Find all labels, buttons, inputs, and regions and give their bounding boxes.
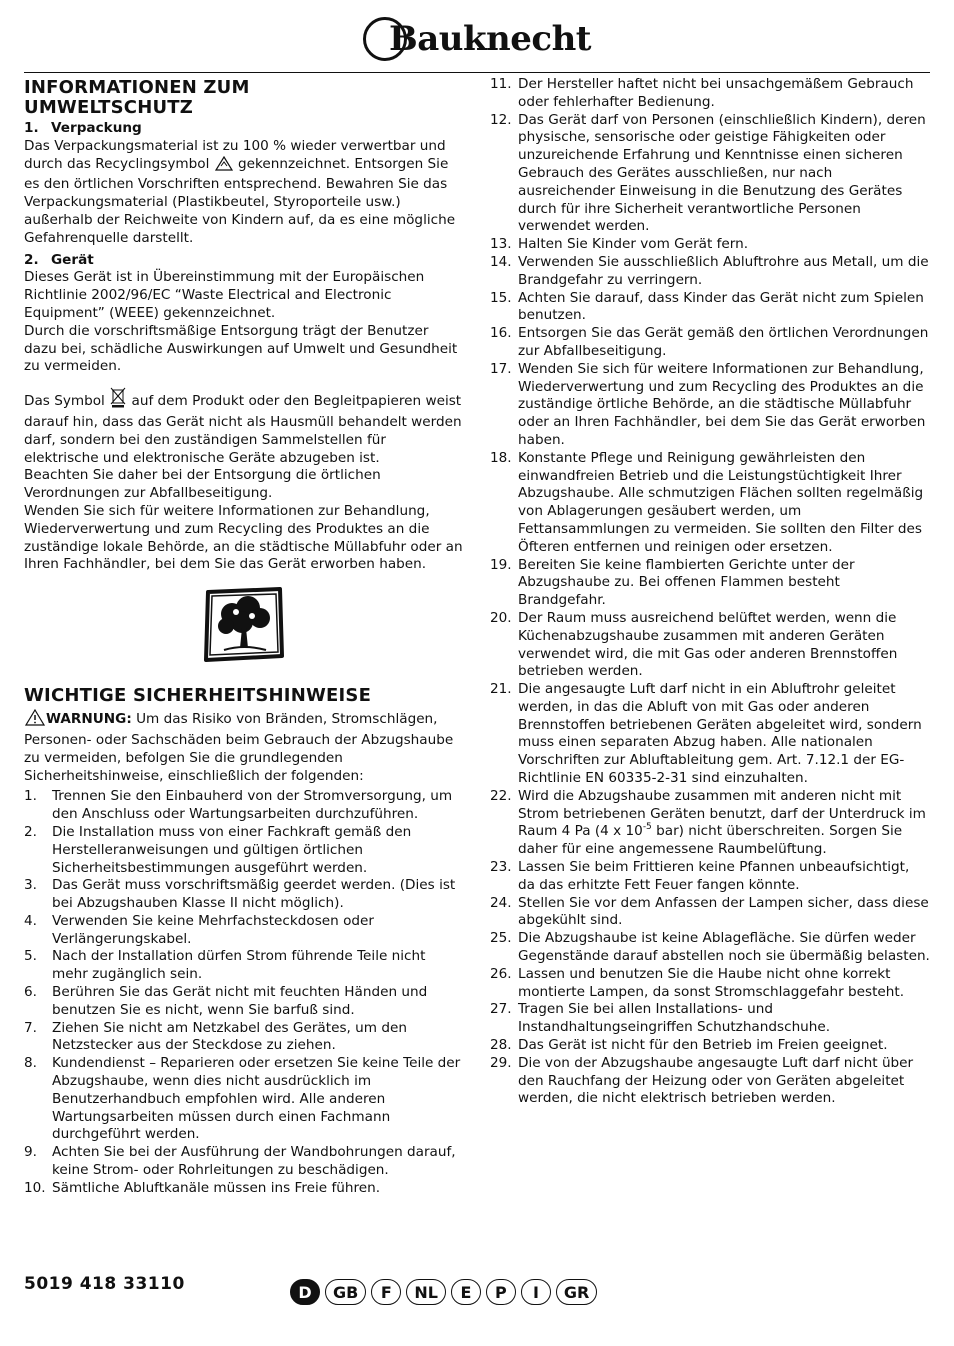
heading-environment-line2: UMWELTSCHUTZ	[24, 97, 194, 118]
list-item	[24, 1055, 464, 1144]
item-text: Das Gerät darf von Personen (einschließlich Kindern), deren physische, sensorische oder geistige Fähigkeiten oder unzureichende Erfahrung und Kenntnisse einen sicheren Gebrauch des Gerätes ausschließen, nur nach ausreichender Einweisung in die Benutzung des Gerätes durch für ihre Sicherheit verantwortliche Personen verwendet werden.	[518, 111, 926, 235]
language-selector	[290, 1279, 597, 1305]
item-number: 23.	[490, 859, 512, 876]
list-item	[490, 1037, 930, 1055]
list-item	[24, 1144, 464, 1180]
heading-environment	[24, 78, 464, 118]
item-text: Achten Sie bei der Ausführung der Wandbohrungen darauf, keine Strom- oder Rohrleitungen zu beschädigen.	[52, 1144, 456, 1179]
list-item	[24, 824, 464, 877]
lang-badge-e[interactable]: E	[451, 1279, 481, 1305]
device-paragraph-4: Beachten Sie daher bei der Entsorgung die örtlichen Verordnungen zur Abfallbeseitigung.	[24, 467, 381, 502]
item-text: Das Gerät muss vorschriftsmäßig geerdet werden. (Dies ist bei Abzugshauben Klasse II nicht möglich).	[52, 877, 456, 912]
right-column	[490, 76, 930, 1108]
device-paragraph-3-a: Das Symbol	[24, 393, 105, 410]
item-text: Lassen und benutzen Sie die Haube nicht ohne korrekt montierte Lampen, da sonst Stromschlaggefahr besteht.	[518, 965, 905, 1000]
lang-badge-f[interactable]: F	[371, 1279, 401, 1305]
list-item	[24, 1020, 464, 1056]
item-text: Nach der Installation dürfen Strom führende Teile nicht mehr zugänglich sein.	[52, 948, 426, 983]
left-column	[24, 76, 464, 1198]
section-title: Verpackung	[51, 120, 142, 136]
item-number: 17.	[490, 360, 512, 377]
lang-badge-gb[interactable]: GB	[325, 1279, 366, 1305]
list-item	[24, 877, 464, 913]
item-number: 13.	[490, 236, 512, 253]
list-item	[24, 984, 464, 1020]
item-number: 20.	[490, 609, 512, 626]
item-number: 19.	[490, 556, 512, 573]
item-text: Kundendienst – Reparieren oder ersetzen Sie keine Teile der Abzugshaube, wenn dies nicht ausdrücklich im Benutzerhandbuch empfohlen wird. Alle anderen Wartungsarbeiten müssen durch einen Fachmann durchgeführt werden.	[52, 1055, 461, 1143]
heading-safety: WICHTIGE SICHERHEITSHINWEISE	[24, 685, 372, 707]
item-text: Das Gerät ist nicht für den Betrieb im Freien geeignet.	[518, 1037, 888, 1054]
section-title: Gerät	[51, 251, 94, 268]
item-number: 11.	[490, 76, 512, 92]
device-paragraph-3	[24, 386, 464, 467]
item-text: Konstante Pflege und Reinigung gewährleisten den einwandfreien Betrieb und die Leistungstüchtigkeit Ihrer Abzugshaube. Alle schmutzigen Flächen sollten regelmäßig von Ablagerungen gesäubert werden, um Fettansammlungen zu vermeiden. Sie sollten den Filter des Öfteren entfernen und reinigen oder ersetzen.	[518, 449, 924, 555]
list-item	[24, 913, 464, 949]
safety-list-left	[24, 788, 464, 1197]
item-text: Tragen Sie bei allen Installations- und Instandhaltungseingriffen Schutzhandschuhe.	[518, 1001, 831, 1036]
item-text: Halten Sie Kinder vom Gerät fern.	[518, 236, 749, 253]
list-item	[490, 450, 930, 557]
lang-badge-d[interactable]: D	[290, 1279, 320, 1305]
item-number: 18.	[490, 449, 512, 466]
item-text: Die Abzugshaube ist keine Ablagefläche. Sie dürfen weder Gegenstände darauf abstellen noch sie übermäßig belasten.	[518, 930, 930, 965]
item-text-a: Wird die Abzugshaube zusammen mit anderen nicht mit Strom betriebenen Geräten benutzt, darf der Unterdruck im Raum 4 Pa (4 x 10	[518, 787, 926, 840]
list-item	[24, 948, 464, 984]
list-item	[490, 254, 930, 290]
item-text: Trennen Sie den Einbauherd von der Stromversorgung, um den Anschluss oder Wartungsarbeiten durchzuführen.	[52, 788, 453, 823]
list-item	[490, 557, 930, 610]
item-text-b: bar) nicht überschreiten. Sorgen Sie daher für eine angemessene Raumbelüftung.	[518, 823, 903, 858]
item-text: Achten Sie darauf, dass Kinder das Gerät nicht zum Spielen benutzen.	[518, 289, 924, 324]
exponent: -5	[642, 822, 652, 833]
warning-triangle-icon	[25, 709, 45, 732]
list-item	[490, 930, 930, 966]
warning-label: WARNUNG:	[46, 711, 132, 728]
item-number: 12.	[490, 111, 512, 128]
item-text: Berühren Sie das Gerät nicht mit feuchten Händen und benutzen Sie es nicht, wenn Sie barfuß sind.	[52, 984, 428, 1018]
item-text: Die von der Abzugshaube angesaugte Luft darf nicht über den Rauchfang der Heizung oder von Geräten abgeleitet werden, die nicht elektrisch betrieben werden.	[518, 1054, 914, 1107]
item-text: Lassen Sie beim Frittieren keine Pfannen unbeaufsichtigt, da das erhitzte Fett Feuer fangen könnte.	[518, 859, 910, 893]
item-text: Sämtliche Abluftkanäle müssen ins Freie führen.	[52, 1179, 381, 1196]
item-text: Der Raum muss ausreichend belüftet werden, wenn die Küchenabzugshaube zusammen mit anderen Geräten verwendet wird, die mit Gas oder anderen Brennstoffen betrieben werden.	[518, 609, 898, 680]
crossed-bin-icon	[110, 386, 126, 414]
list-item	[490, 859, 930, 895]
item-text: Verwenden Sie ausschließlich Abluftrohre aus Metall, um die Brandgefahr zu verringern.	[518, 253, 929, 288]
list-item	[24, 788, 464, 824]
item-number: 8.	[24, 1055, 37, 1072]
list-item	[490, 361, 930, 450]
item-number: 10.	[24, 1179, 46, 1196]
list-item	[490, 610, 930, 681]
item-text: Wenden Sie sich für weitere Informationen zur Behandlung, Wiederverwertung und zum Recycling des Produktes an die zuständige örtliche Behörde, an die städtische Müllabfuhr oder an Ihren Fachhändler, bei dem Sie das Gerät erworben haben.	[518, 360, 926, 448]
item-text: Bereiten Sie keine flambierten Gerichte unter der Abzugshaube zu. Bei offenen Flammen besteht Brandgefahr.	[518, 556, 855, 609]
item-number: 15.	[490, 289, 512, 306]
packaging-text	[24, 138, 464, 248]
document-code: 5019 418 33110	[24, 1274, 185, 1294]
item-text: Der Hersteller haftet nicht bei unsachgemäßem Gebrauch oder fehlerhafter Bedienung.	[518, 76, 914, 110]
section-packaging-title	[24, 120, 464, 138]
item-text: Die angesaugte Luft darf nicht in ein Abluftrohr geleitet werden, in das die Abluft von mit Gas oder anderen Brennstoffen betriebenen Geräten abgeleitet wird, sondern muss einen separaten Abzug haben. Alle nationalen Vorschriften zur Abluftableitung gem. Art. 7.12.1 der EG-Richtlinie EN 60335-2-31 sind einzuhalten.	[518, 681, 922, 787]
section-number: 1.	[24, 120, 39, 136]
recycling-triangle-icon	[215, 156, 233, 177]
list-item	[490, 76, 930, 112]
item-number: 22.	[490, 787, 512, 804]
item-number: 21.	[490, 681, 512, 698]
packaging-text-a: Das Verpackungsmaterial ist zu 100 % wieder verwertbar und durch das Recyclingsymbol	[24, 137, 446, 172]
list-item	[490, 788, 930, 859]
item-text: Verwenden Sie keine Mehrfachsteckdosen oder Verlängerungskabel.	[52, 912, 374, 947]
lang-badge-i[interactable]: I	[521, 1279, 551, 1305]
lang-badge-p[interactable]: P	[486, 1279, 516, 1305]
list-item	[490, 112, 930, 237]
item-number: 16.	[490, 325, 512, 342]
warning-paragraph	[24, 709, 464, 785]
lang-badge-nl[interactable]: NL	[406, 1279, 446, 1305]
item-number: 24.	[490, 894, 512, 911]
brand-logo	[0, 10, 954, 68]
tree-icon	[202, 586, 286, 664]
item-number: 1.	[24, 788, 37, 805]
item-text	[518, 788, 930, 859]
section-number: 2.	[24, 251, 39, 268]
section-device-title	[24, 252, 464, 270]
item-number: 5.	[24, 948, 37, 965]
heading-environment-line1: INFORMATIONEN ZUM	[24, 77, 250, 98]
warning-text: Um das Risiko von Bränden, Stromschlägen, Personen- oder Sachschäden beim Gebrauch der Abzugshaube zu vermeiden, befolgen Sie die grundlegenden Sicherheitshinweise, einschließlich der folgenden:	[24, 711, 454, 784]
item-number: 28.	[490, 1037, 512, 1054]
environment-emblem	[24, 586, 464, 664]
list-item	[490, 1001, 930, 1037]
item-number: 9.	[24, 1144, 37, 1161]
list-item	[490, 966, 930, 1002]
item-text: Die Installation muss von einer Fachkraft gemäß den Herstelleranweisungen und gültigen örtlichen Sicherheitsbestimmungen ausgeführt werden.	[52, 823, 412, 876]
device-paragraph-3-b: auf dem Produkt oder den Begleitpapieren weist darauf hin, dass das Gerät nicht als Hausmüll behandelt werden darf, sondern bei den zuständigen Sammelstellen für elektrische und elektronische Geräte abzugeben ist.	[24, 393, 462, 466]
item-number: 3.	[24, 877, 37, 894]
item-number: 27.	[490, 1001, 512, 1018]
safety-list-right	[490, 76, 930, 1108]
item-text: Ziehen Sie nicht am Netzkabel des Gerätes, um den Netzstecker aus der Steckdose zu ziehen.	[52, 1019, 407, 1054]
device-paragraph-5: Wenden Sie sich für weitere Informationen zur Behandlung, Wiederverwertung und zum Recycling des Produktes an die zuständige lokale Behörde, an die städtische Müllabfuhr oder an Ihren Fachhändler, bei dem Sie das Gerät erworben haben.	[24, 502, 463, 573]
brand-name: Bauknecht	[388, 19, 592, 59]
list-item	[24, 1180, 464, 1198]
packaging-text-b: gekennzeichnet. Entsorgen Sie es den örtlichen Vorschriften entsprechend. Bewahren Sie das Verpackungsmaterial (Plastikbeutel, Styroporteile usw.) außerhalb der Reichweite von Kindern auf, da es eine mögliche Gefahrenquelle darstellt.	[24, 155, 456, 246]
lang-badge-gr[interactable]: GR	[556, 1279, 597, 1305]
list-item	[490, 290, 930, 326]
item-number: 2.	[24, 823, 37, 840]
item-number: 25.	[490, 930, 512, 947]
item-number: 29.	[490, 1054, 512, 1071]
item-number: 4.	[24, 912, 37, 929]
device-paragraph-2: Durch die vorschriftsmäßige Entsorgung trägt der Benutzer dazu bei, schädliche Auswirkungen auf Umwelt und Gesundheit zu vermeiden.	[24, 322, 458, 375]
item-text: Stellen Sie vor dem Anfassen der Lampen sicher, dass diese abgekühlt sind.	[518, 894, 929, 929]
header-rule	[24, 72, 930, 73]
device-paragraph-1: Dieses Gerät ist in Übereinstimmung mit der Europäischen Richtlinie 2002/96/EC “Waste Electrical and Electronic Equipment” (WEEE) gekennzeichnet.	[24, 269, 425, 321]
list-item	[490, 1055, 930, 1108]
list-item	[490, 236, 930, 254]
item-number: 14.	[490, 253, 512, 270]
item-text: Entsorgen Sie das Gerät gemäß den örtlichen Verordnungen zur Abfallbeseitigung.	[518, 325, 929, 359]
list-item	[490, 681, 930, 788]
item-number: 7.	[24, 1019, 37, 1036]
list-item	[490, 325, 930, 361]
list-item	[490, 895, 930, 931]
item-number: 26.	[490, 965, 512, 982]
item-number: 6.	[24, 984, 37, 1001]
